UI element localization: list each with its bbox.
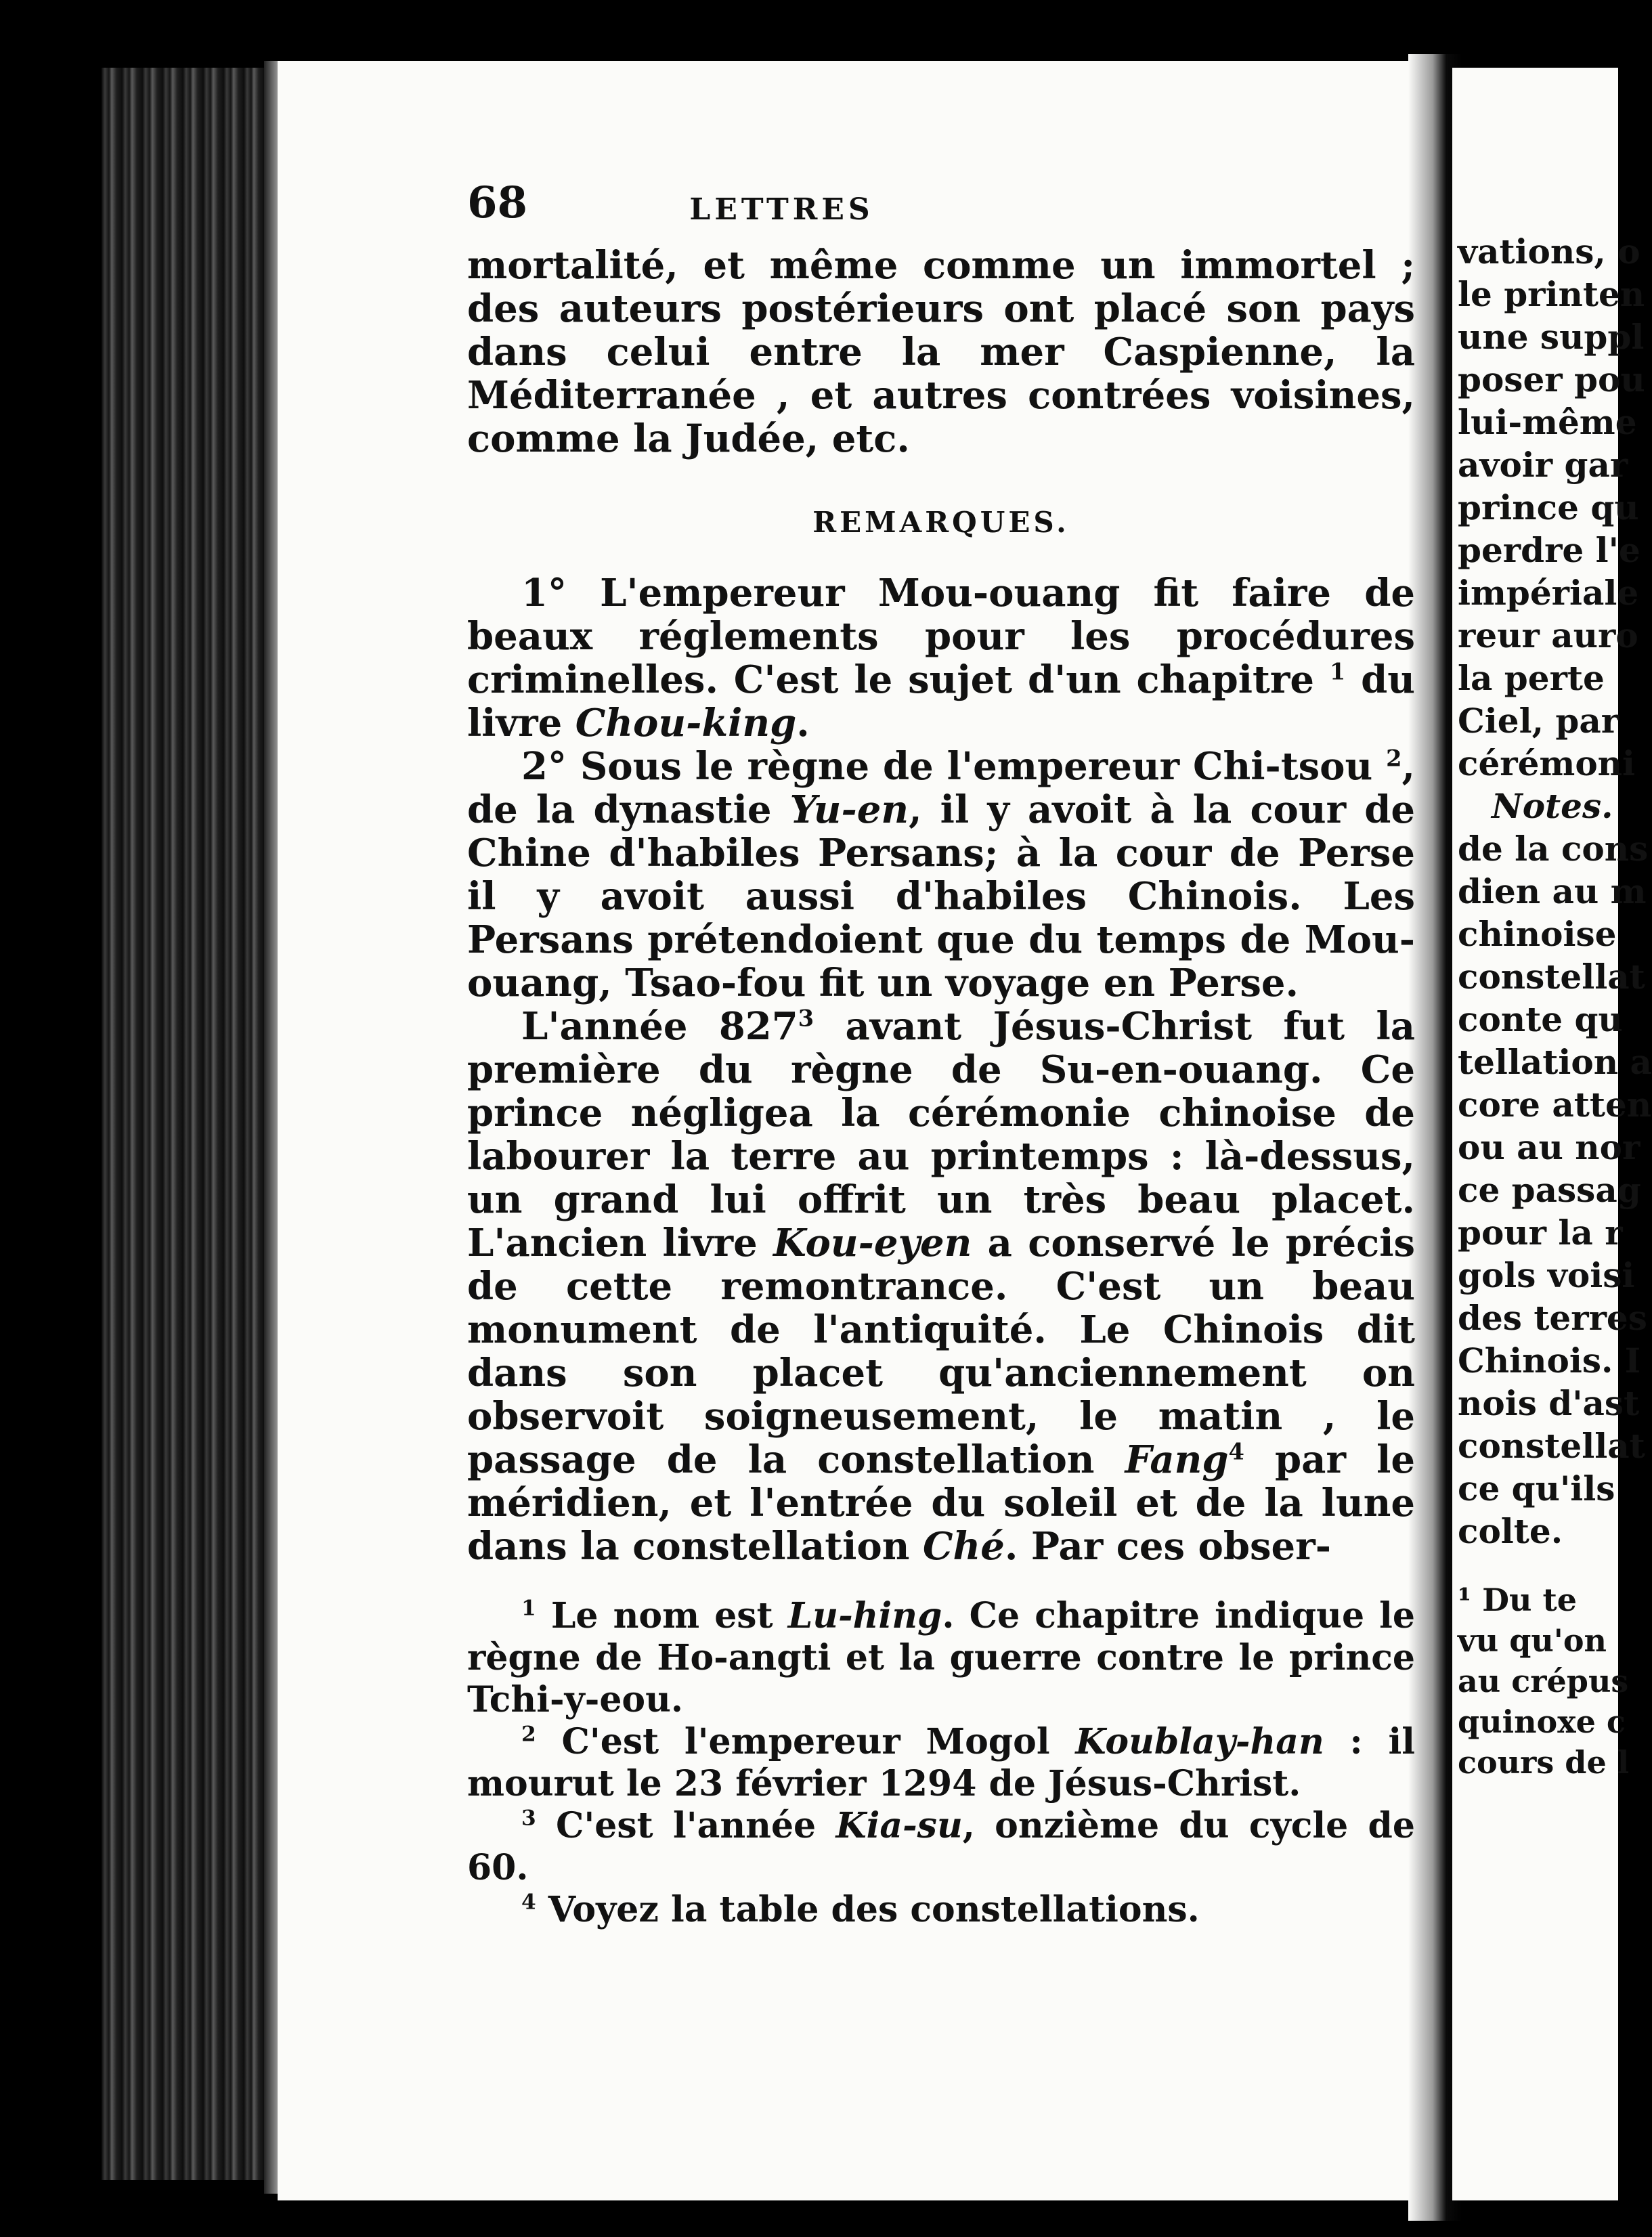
right-line: la perte xyxy=(1458,658,1605,698)
footnote-3-text: C'est l'année xyxy=(536,1805,836,1846)
para-3-mid-3: par le méridien, et l'entrée du soleil et de la lune dans la constellation xyxy=(467,1437,1415,1569)
remark-2 xyxy=(467,745,1415,1005)
running-title: LETTRES xyxy=(689,192,874,227)
footnote-2-text: C'est l'empereur Mogol xyxy=(536,1721,1076,1762)
right-line: Ciel, par xyxy=(1458,701,1620,741)
note-ref-4: 4 xyxy=(1228,1437,1244,1465)
footnote-4-text: Voyez la table des constellations. xyxy=(536,1889,1200,1930)
footnote-3-name: Kia-su xyxy=(835,1805,963,1846)
right-line: impériale xyxy=(1458,573,1639,613)
spacer xyxy=(1458,1552,1634,1580)
right-footnote-line: quinoxe c xyxy=(1458,1703,1626,1740)
right-line: cérémoni xyxy=(1458,743,1636,783)
notes-line: ce passag xyxy=(1458,1170,1641,1210)
right-line: poser pou xyxy=(1458,360,1645,399)
para-3-mid-1: avant Jésus-Christ fut la première du règne de Su-en-ouang. Ce prince négligea la cérémonie chinoise de labourer la terre au printemps : là-dessus, un grand lui offrit un très beau placet. L'ancien livre xyxy=(467,1004,1415,1265)
remark-1 xyxy=(467,571,1415,745)
page-header xyxy=(467,176,1036,237)
note-ref-3: 3 xyxy=(798,1004,814,1032)
notes-line: tellation a xyxy=(1458,1042,1652,1082)
remark-2-mid: , de la dynastie xyxy=(467,744,1415,832)
notes-line: ce qu'ils xyxy=(1458,1469,1615,1508)
footnote-1-mark: 1 xyxy=(521,1596,536,1621)
right-footnote-line: au crépus xyxy=(1458,1663,1629,1699)
remark-1-end: . xyxy=(796,701,810,745)
book-title-kou-eyen: Kou-eyen xyxy=(773,1221,972,1265)
footnote-2-mark: 2 xyxy=(521,1722,536,1747)
right-line: vations, o xyxy=(1458,232,1640,272)
footnote-3-mark: 3 xyxy=(521,1806,536,1831)
footnote-4-mark: 4 xyxy=(521,1890,536,1915)
footnote-2-name: Koublay-han xyxy=(1075,1721,1324,1762)
para-3-end: . Par ces obser- xyxy=(1004,1524,1331,1569)
notes-line: pour la r xyxy=(1458,1213,1623,1253)
notes-line: constellat xyxy=(1458,1426,1645,1466)
right-footnote-line: ¹ Du te xyxy=(1458,1582,1578,1618)
right-line: une suppl xyxy=(1458,317,1645,357)
para-3-text: L'année 827 xyxy=(521,1004,798,1049)
notes-line: dien au m xyxy=(1458,871,1647,911)
footnote-3 xyxy=(467,1805,1415,1889)
notes-line: chinoise xyxy=(1458,914,1617,954)
remark-1-mid: du livre xyxy=(467,657,1415,745)
notes-line: conte qu xyxy=(1458,999,1623,1039)
right-line: reur auro xyxy=(1458,615,1638,655)
right-line: perdre l'e xyxy=(1458,530,1640,570)
footnote-3-after: , onzième du cycle de 60. xyxy=(467,1805,1415,1888)
footnote-2-after: : il mourut le 23 février 1294 de Jésus-Christ. xyxy=(467,1721,1415,1804)
notes-line: constellat xyxy=(1458,957,1645,997)
notes-line: Chinois. I xyxy=(1458,1341,1641,1381)
left-page-content xyxy=(467,176,1415,1931)
note-ref-2: 2 xyxy=(1386,744,1402,772)
notes-line: nois d'ast xyxy=(1458,1383,1640,1423)
note-ref-1: 1 xyxy=(1329,657,1346,685)
right-line: lui-même xyxy=(1458,402,1637,442)
footnote-1 xyxy=(467,1595,1415,1721)
notes-line: gols voisi xyxy=(1458,1255,1635,1295)
notes-line: ou au nor xyxy=(1458,1127,1640,1167)
footnote-2 xyxy=(467,1721,1415,1805)
right-line: avoir gar xyxy=(1458,445,1628,485)
constellation-fang: Fang xyxy=(1125,1437,1229,1482)
footnote-1-name: Lu-hing xyxy=(787,1595,942,1636)
notes-line: des terres xyxy=(1458,1298,1647,1338)
notes-line: colte. xyxy=(1458,1511,1563,1551)
remark-2-text: 2° Sous le règne de l'empereur Chi-tsou xyxy=(521,744,1387,789)
footnote-1-text: Le nom est xyxy=(536,1595,788,1636)
notes-label: Notes. xyxy=(1492,786,1613,826)
notes-line: de la cons xyxy=(1458,829,1649,869)
right-page xyxy=(1452,68,1652,2200)
section-heading: REMARQUES. xyxy=(812,506,1070,539)
remark-1-text: 1° L'empereur Mou-ouang fit faire de beaux réglements pour les procédures criminelles. C'est le sujet d'un chapitre xyxy=(467,571,1415,702)
para-3-mid-2: a conservé le précis de cette remontrance. C'est un beau monument de l'antiquité. Le Chinois dit dans son placet qu'anciennement on observoit soigneusement, le matin , le passage de la constellation xyxy=(467,1221,1415,1482)
notes-line: core atten xyxy=(1458,1085,1652,1125)
right-page-text xyxy=(1458,230,1652,1783)
constellation-che: Ché xyxy=(922,1524,1005,1569)
remark-2-end: , il y avoit à la cour de Chine d'habiles Persans; à la cour de Perse il y avoit aussi d'habiles Chinois. Les Persans prétendoient que du temps de Mou-ouang, Tsao-fou fit un voyage en Perse. xyxy=(467,787,1416,1005)
book-spine xyxy=(102,68,271,2180)
paragraph-3 xyxy=(467,1005,1415,1568)
right-footnote-line: vu qu'on xyxy=(1458,1622,1607,1659)
dynasty-name: Yu-en xyxy=(789,787,909,832)
book-title: Chou-king xyxy=(575,701,797,745)
opening-paragraph: mortalité, et même comme un immortel ; des auteurs postérieurs ont placé son pays dans celui entre la mer Caspienne, la Méditerranée , et autres contrées voisines, comme la Judée, etc. xyxy=(467,243,1415,461)
footnote-4 xyxy=(467,1889,1415,1931)
right-line: prince qu xyxy=(1458,487,1639,527)
right-line: le printen xyxy=(1458,274,1645,314)
page-number: 68 xyxy=(467,177,528,228)
right-footnote-line: cours de l xyxy=(1458,1744,1630,1781)
footnote-1-after: . Ce chapitre indique le règne de Ho-angti et la guerre contre le prince Tchi-y-eou. xyxy=(467,1595,1415,1720)
